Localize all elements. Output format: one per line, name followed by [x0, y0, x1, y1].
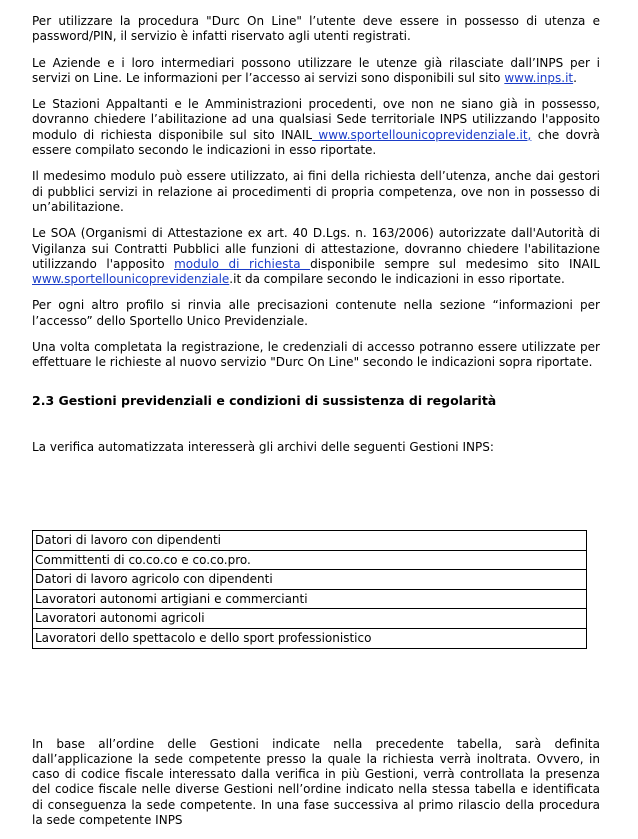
paragraph-gestori-servizi: Il medesimo modulo può essere utilizzato, ai fini della richiesta dell’utenza, anche dai gestori di pubblici servizi in relazione ai procedimenti di propria competenza, ove non in possesso di un’abilitazione.: [32, 169, 600, 214]
section-intro: La verifica automatizzata interesserà gli archivi delle seguenti Gestioni INPS:: [32, 439, 494, 454]
table-row: [33, 628, 587, 648]
table-row: [33, 570, 587, 590]
paragraph-stazioni-appaltanti: [32, 97, 600, 158]
paragraph-credentials: Per utilizzare la procedura "Durc On Line" l’utente deve essere in possesso di utenza e password/PIN, il servizio è infatti riservato agli utenti registrati.: [32, 14, 600, 44]
table-cell: Datori di lavoro agricolo con dipendenti: [33, 570, 587, 590]
sportello-link-2[interactable]: www.sportellounicoprevidenziale: [32, 272, 230, 287]
table-cell: Lavoratori autonomi agricoli: [33, 609, 587, 629]
sportello-link[interactable]: www.sportellounicoprevidenziale.it,: [312, 127, 532, 142]
paragraph-stazioni-text: Le Stazioni Appaltanti e le Amministrazioni procedenti, ove non ne siano già in possesso, dovranno chiedere l’abilitazione ad una qualsiasi Sede territoriale INPS utilizzando l'apposito modulo di richiesta disponibile sul sito INAIL: [32, 97, 600, 142]
table-row: [33, 550, 587, 570]
table-cell: Datori di lavoro con dipendenti: [33, 530, 587, 550]
paragraph-soa-end: .it da compilare secondo le indicazioni in esso riportate.: [229, 272, 565, 287]
paragraph-stazioni-end: che dovrà essere compilato secondo le indicazioni in esso riportate.: [32, 127, 601, 158]
table-cell: Lavoratori autonomi artigiani e commercianti: [33, 589, 587, 609]
paragraph-aziende: [32, 56, 600, 87]
table-cell: Committenti di co.co.co e co.co.pro.: [33, 550, 587, 570]
paragraph-altro-profilo: Per ogni altro profilo si rinvia alle precisazioni contenute nella sezione “informazioni per l’accesso” dello Sportello Unico Previdenziale.: [32, 298, 600, 328]
section-heading: 2.3 Gestioni previdenziali e condizioni di sussistenza di regolarità: [32, 392, 497, 408]
paragraph-aziende-end: .: [573, 70, 577, 85]
paragraph-registrazione: Una volta completata la registrazione, le credenziali di accesso potranno essere utilizzate per effettuare le richieste al nuovo servizio "Durc On Line" secondo le indicazioni sopra riportate.: [32, 340, 600, 370]
table-row: [33, 530, 587, 550]
modulo-richiesta-link[interactable]: modulo di richiesta: [174, 256, 311, 271]
paragraph-soa-text: Le SOA (Organismi di Attestazione ex art. 40 D.Lgs. n. 163/2006) autorizzate dall'Autorità di Vigilanza sui Contratti Pubblici alle funzioni di attestazione, dovranno chiedere l'abilitazione utilizzando l'apposito: [32, 226, 600, 271]
table-row: [33, 609, 587, 629]
inps-link[interactable]: www.inps.it: [504, 70, 574, 85]
table-row: [33, 589, 587, 609]
paragraph-ordine-gestioni: In base all’ordine delle Gestioni indicate nella precedente tabella, sarà definita dall’applicazione la sede competente presso la quale la richiesta verrà inoltrata. Ovvero, in caso di codice fiscale interessato dalla verifica in più Gestioni, verrà controllata la presenza del codice fiscale nelle diverse Gestioni nell’ordine indicato nella stessa tabella e identificata di conseguenza la sede competente. In una fase successiva al primo rilascio della procedura la sede competente INPS: [32, 736, 600, 827]
paragraph-aziende-text: Le Aziende e i loro intermediari possono utilizzare le utenze già rilasciate dall’INPS per i servizi on Line. Le informazioni per l’accesso ai servizi sono disponibili sul sito: [32, 55, 600, 85]
table-cell: Lavoratori dello spettacolo e dello sport professionistico: [33, 628, 587, 648]
document-page: [32, 14, 600, 839]
paragraph-soa: [32, 226, 600, 287]
gestioni-table: [32, 530, 587, 649]
paragraph-soa-mid: disponibile sempre sul medesimo sito INAIL: [310, 256, 600, 271]
